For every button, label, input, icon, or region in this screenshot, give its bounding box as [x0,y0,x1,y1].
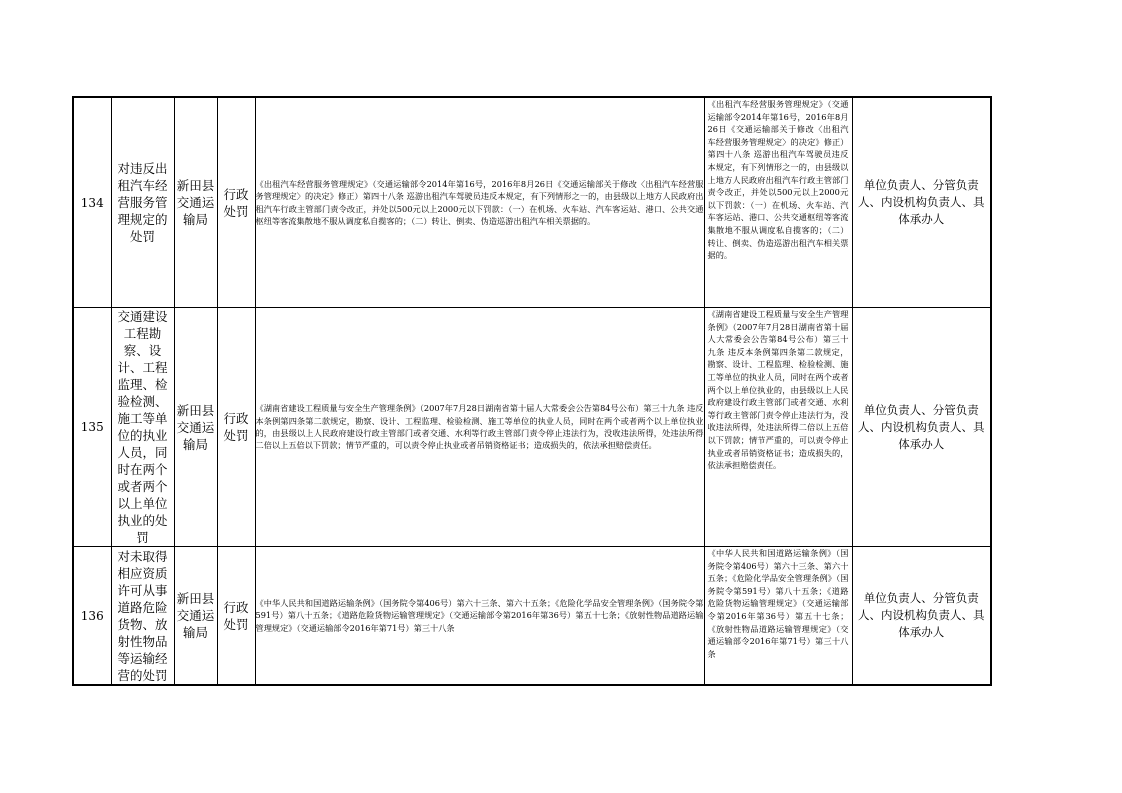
responsible-persons: 单位负责人、分管负责人、内设机构负责人、具体承办人 [852,547,991,686]
legal-basis: 《出租汽车经营服务管理规定》（交通运输部令2014年第16号，2016年8月26日《交通运输部关于修改〈出租汽车经营服务管理规定〉的决定》修正）第四十八条 巡游出租汽车驾驶员违反本规定，有下列情形之一的，由县级以上地方人民政府出租汽车行政主管部门责令改正，并处以500元以上2000元以下罚款：（一）在机场、火车站、汽车客运站、港口、公共交通枢纽等客流集散地不服从调度私自揽客的；（二）转让、倒卖、伪造巡游出租汽车相关票据的。 [255,97,704,308]
implementing-unit: 新田县交通运输局 [174,308,217,547]
row-number: 135 [73,308,111,547]
item-name: 对未取得相应资质许可从事道路危险货物、放射性物品等运输经营的处罚 [111,547,174,686]
responsible-persons: 单位负责人、分管负责人、内设机构负责人、具体承办人 [852,97,991,308]
content-text: 《出租汽车经营服务管理规定》（交通运输部令2014年第16号，2016年8月26日《交通运输部关于修改〈出租汽车经营服务管理规定〉的决定》修正）第四十八条 巡游出租汽车驾驶员违反本规定，有下列情形之一的，由县级以上地方人民政府出租汽车行政主管部门责令改正，并处以500元以上2000元以下罚款：（一）在机场、火车站、汽车客运站、港口、公共交通枢纽等客流集散地不服从调度私自揽客的；（二）转让、倒卖、伪造巡游出租汽车相关票据的。 [707,99,849,261]
content-text: 《湖南省建设工程质量与安全生产管理条例》（2007年7月28日湖南省第十届人大常委会公告第84号公布）第三十九条 违反本条例第四条第二款规定，勘察、设计、工程监理、检验检测、施工等单位的执业人员，同时在两个或者两个以上单位执业的，由县级以上人民政府建设行政主管部门或者交通、水利等行政主管部门责令停止违法行为，没收违法所得，处违法所得二倍以上五倍以下罚款；情节严重的，可以责令停止执业或者吊销资格证书；造成损失的，依法承担赔偿责任。 [707,309,849,471]
content-cell [704,308,852,547]
power-type: 行政处罚 [217,547,255,686]
item-name: 对违反出租汽车经营服务管理规定的处罚 [111,97,174,308]
item-name: 交通建设工程勘察、设计、工程监理、检验检测、施工等单位的执业人员，同时在两个或者两个以上单位执业的处罚 [111,308,174,547]
table-row [73,308,991,547]
row-number: 136 [73,547,111,686]
power-type: 行政处罚 [217,97,255,308]
penalty-table-sheet [72,96,990,686]
legal-basis: 《湖南省建设工程质量与安全生产管理条例》（2007年7月28日湖南省第十届人大常委会公告第84号公布）第三十九条 违反本条例第四条第二款规定，勘察、设计、工程监理、检验检测、施工等单位的执业人员，同时在两个或者两个以上单位执业的，由县级以上人民政府建设行政主管部门或者交通、水利等行政主管部门责令停止违法行为，没收违法所得，处违法所得二倍以上五倍以下罚款；情节严重的，可以责令停止执业或者吊销资格证书；造成损失的，依法承担赔偿责任。 [255,308,704,547]
implementing-unit: 新田县交通运输局 [174,547,217,686]
implementing-unit: 新田县交通运输局 [174,97,217,308]
power-type: 行政处罚 [217,308,255,547]
table-row [73,97,991,308]
legal-basis: 《中华人民共和国道路运输条例》（国务院令第406号）第六十三条、第六十五条；《危险化学品安全管理条例》（国务院令第591号）第八十五条；《道路危险货物运输管理规定》（交通运输部令第2016年第36号）第五十七条；《放射性物品道路运输管理规定》（交通运输部令2016年第71号）第三十八条 [255,547,704,686]
table-row [73,547,991,686]
penalty-table [72,96,992,686]
content-text: 《中华人民共和国道路运输条例》（国务院令第406号）第六十三条、第六十五条；《危险化学品安全管理条例》（国务院令第591号）第八十五条；《道路危险货物运输管理规定》（交通运输部令第2016年第36号）第五十七条；《放射性物品道路运输管理规定》（交通运输部令2016年第71号）第三十八条 [707,548,849,659]
content-cell [704,547,852,686]
responsible-persons: 单位负责人、分管负责人、内设机构负责人、具体承办人 [852,308,991,547]
content-cell [704,97,852,308]
row-number: 134 [73,97,111,308]
